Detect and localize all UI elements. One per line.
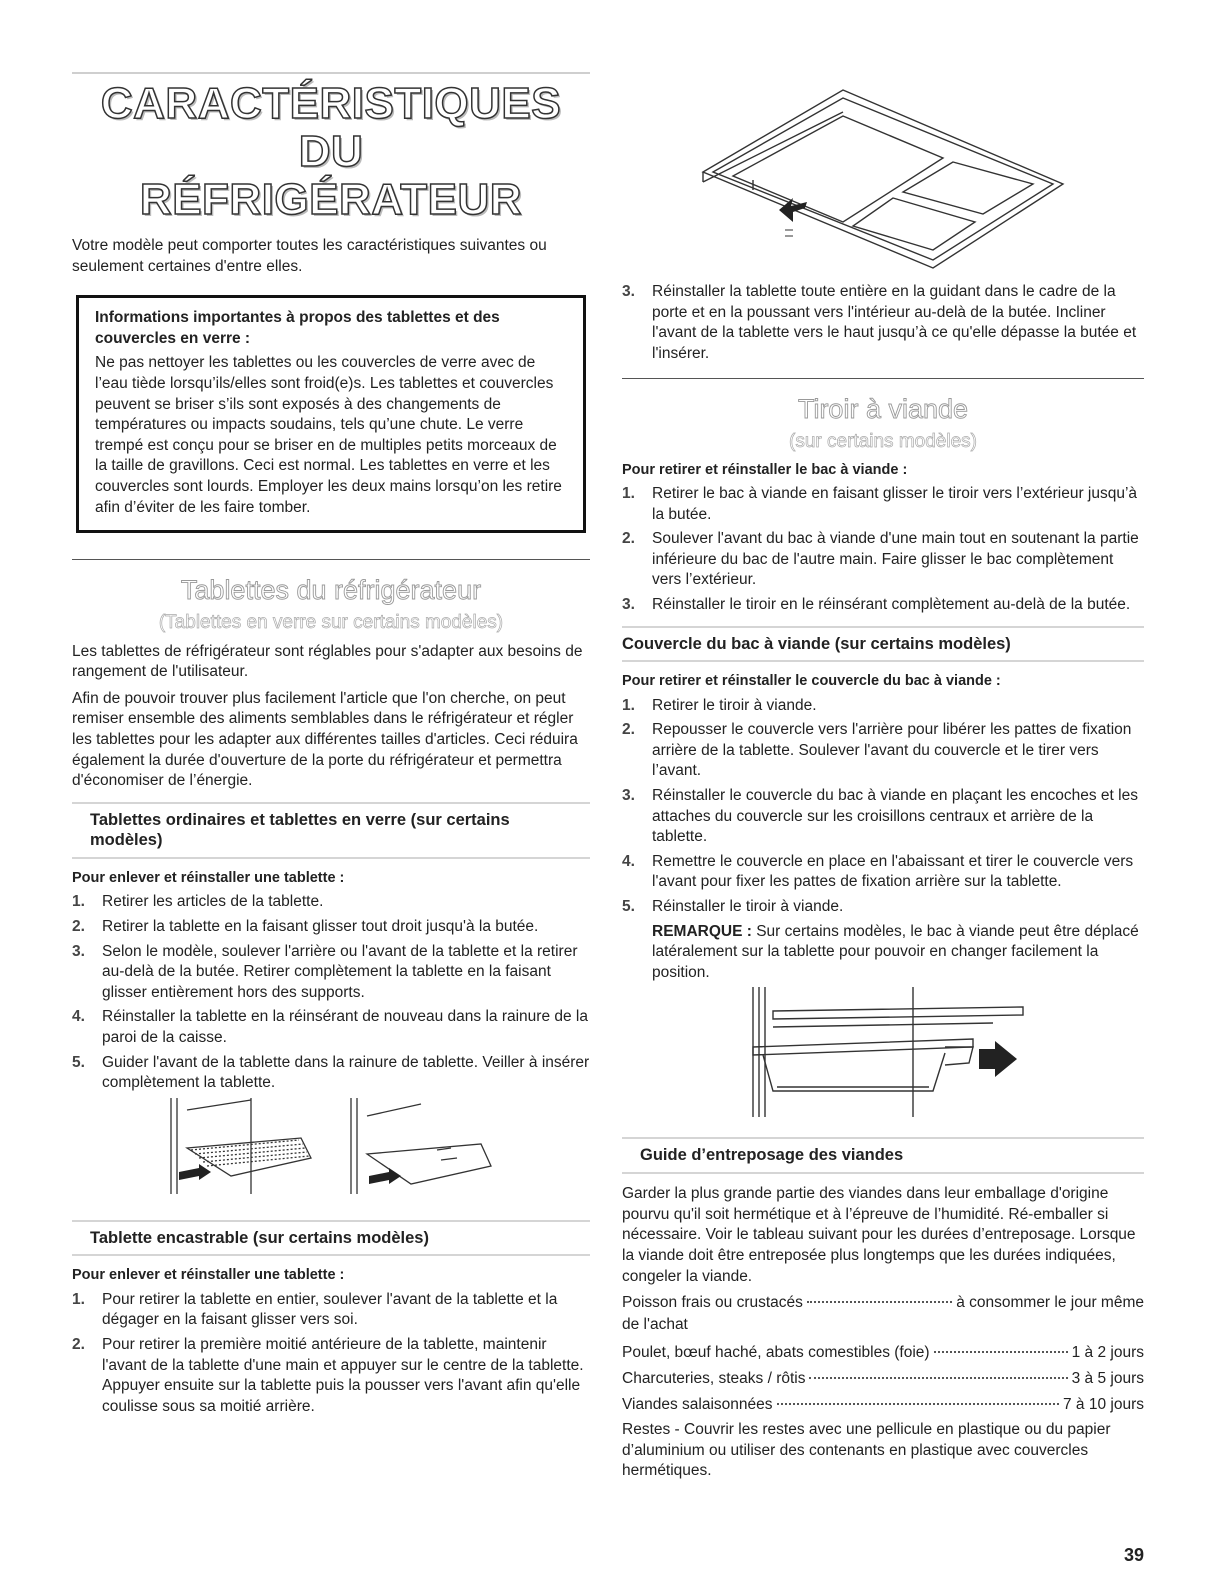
door-shelf-step-3 [622,282,1144,364]
page-title-line-2: RÉFRIGÉRATEUR [139,175,523,224]
page-number: 39 [1123,1545,1144,1565]
meat-drawer-subtitle: (sur certains modèles) [789,431,977,453]
storage-row [622,1395,1144,1416]
list-item: 3. Réinstaller la tablette toute entière en la guidant dans le cadre de la porte et en la poussant vers l'intérieur au-delà de la butée. Incliner l'avant de la tablette vers le haut jusqu’à ce qu'elle dépasse la butée et l'insérer. [622,283,1137,362]
shelves-subtitle: (Tablettes en verre sur certains modèles) [158,612,504,634]
dot-leader [809,1377,1067,1379]
fold-shelf-heading-box [72,1220,590,1257]
list-item: 5. Guider l'avant de la tablette dans la rainure de tablette. Veiller à insérer complètement la tablette. [72,1053,590,1092]
standard-shelves-heading-box [72,802,590,859]
shelves-paragraph-1: Les tablettes de réfrigérateur sont réglables pour s'adapter aux besoins de rangement de l'utilisateur. [72,642,583,681]
storage-row-continued: de l'achat [622,1315,688,1333]
shelves-paragraph-2: Afin de pouvoir trouver plus facilement l'article que l'on cherche, on peut remiser ensemble des aliments semblables dans le réfrigérateur et régler les tablettes pour les adapter aux différentes tailles d'articles. Ceci réduira également la durée d'ouverture de la porte du réfrigérateur et permettra d'économiser de l’énergie. [72,689,578,790]
warning-box-text: Ne pas nettoyer les tablettes ou les couvercles de verre avec de l’eau tiède lorsqu’ils/elles sont froid(e)s. Les tablettes et couvercles peuvent se briser s’ils sont exposés à des changements de températures ou impacts soudains, tels qu’une chute. Le verre trempé est conçu pour se briser en de multiples petits morceaux de la taille de gravillons. Ceci est normal. Les tablettes en verre et les couvercles sont lourds. Employer les deux mains lorsqu’on les retire afin d’éviter de les faire tomber. [95,354,562,516]
list-item: 1. Pour retirer la tablette en entier, soulever l'avant de la tablette et la dégager en la faisant glisser vers soi. [72,1290,558,1329]
list-item: 1. Retirer le bac à viande en faisant glisser le tiroir vers l’extérieur jusqu’à la butée. [622,484,1138,523]
top-rule [72,72,590,74]
meat-guide-heading: Guide d’entreposage des viandes [640,1146,904,1165]
meat-cover-heading-box [622,626,1144,663]
meat-guide-heading-box [622,1137,1144,1174]
meat-guide-paragraph: Garder la plus grande partie des viandes dans leur emballage d'origine pourvu qu'il soit hermétique et à l’épreuve de l’humidité. Ré-emballer si nécessaire. Voir le tableau suivant pour les durées d’entreposage. Lorsque la viande doit être entreposée plus longtemps que les durées indiquées, congeler la viande. [622,1185,1136,1285]
storage-row [622,1369,1144,1390]
storage-row-value: à consommer le jour même [956,1294,1144,1312]
storage-row-label: Viandes salaisonnées [622,1395,773,1413]
list-item: 1. Retirer le tiroir à viande. [622,696,817,714]
list-item: 4. Réinstaller la tablette en la réinsérant de nouveau dans la rainure de la paroi de la caisse. [72,1008,588,1047]
meat-cover-steps [622,696,1144,984]
shelves-title: Tablettes du réfrigérateur [180,575,482,606]
dot-leader [934,1351,1068,1353]
standard-shelves-heading: Tablettes ordinaires et tablettes en verre (sur certains modèles) [90,810,510,850]
remark [652,922,1144,984]
section-divider [72,559,590,560]
storage-row-value: 3 à 5 jours [1071,1369,1144,1387]
storage-row-label: Poulet, bœuf haché, abats comestibles (foie) [622,1344,930,1362]
storage-row [622,1293,1144,1314]
remark-label: REMARQUE : [652,922,752,940]
meat-drawer-lead: Pour retirer et réinstaller le bac à viande : [622,461,908,478]
leftovers-paragraph: Restes - Couvrir les restes avec une pellicule en plastique ou du papier d’aluminium ou utiliser des contenants en plastique avec couvercles hermétiques. [622,1421,1111,1480]
list-item: 3. Réinstaller le tiroir en le réinsérant complètement au-delà de la butée. [622,596,1131,614]
list-item: 2. Soulever l'avant du bac à viande d'une main tout en soutenant la partie inférieure du bac de l'autre main. Faire glisser le bac complètement vers l’extérieur. [622,530,1139,589]
left-column [72,72,590,1421]
meat-drawer-title: Tiroir à viande [797,394,969,425]
storage-row [622,1343,1144,1364]
standard-shelves-lead: Pour enlever et réinstaller une tablette : [72,870,345,887]
storage-row-value: 7 à 10 jours [1063,1395,1144,1413]
door-shelf-illustration [693,72,1073,272]
list-item: 2. Pour retirer la première moitié antérieure de la tablette, maintenir l'avant de la tablette d'une main et appuyer sur le centre de la tablette. Appuyer ensuite sur la tablette puis la pousser vers l'avant afin qu'elle coulisse sous sa moitié arrière. [72,1335,584,1415]
dot-leader [777,1403,1059,1405]
meat-cover-lead: Pour retirer et réinstaller le couvercle du bac à viande : [622,673,1001,690]
warning-box-title: Informations importantes à propos des tablettes et des couvercles en verre : [95,309,500,347]
shelf-illustration [151,1098,511,1194]
storage-row-label: Charcuteries, steaks / rôtis [622,1369,806,1387]
list-item: 1. Retirer les articles de la tablette. [72,893,324,911]
intro-text: Votre modèle peut comporter toutes les caractéristiques suivantes ou seulement certaines d'entre elles. [72,237,547,275]
list-item: 2. Retirer la tablette en la faisant glisser tout droit jusqu'à la butée. [72,917,539,935]
fold-shelf-heading: Tablette encastrable (sur certains modèles) [90,1228,429,1247]
storage-row-label: Poisson frais ou crustacés [622,1294,803,1312]
list-item: 5. Réinstaller le tiroir à viande. REMARQUE : Sur certains modèles, le bac à viande peut être déplacé latéralement sur la tablette pour pouvoir en changer facilement la position. [622,897,1144,983]
fold-shelf-lead: Pour enlever et réinstaller une tablette : [72,1267,345,1284]
right-column [622,72,1144,1488]
list-item: 3. Réinstaller le couvercle du bac à viande en plaçant les encoches et les attaches du couvercle sur les croisillons centraux et arrière de la tablette. [622,786,1138,846]
fold-shelf-steps [72,1290,590,1418]
section-divider [622,378,1144,379]
list-item: 2. Repousser le couvercle vers l'arrière pour libérer les pattes de fixation arrière de la tablette. Soulever l'avant du couvercle et le tirer vers l’avant. [622,721,1132,780]
meat-cover-heading: Couvercle du bac à viande (sur certains modèles) [622,634,1011,653]
list-item: 3. Selon le modèle, soulever l'arrière ou l'avant de la tablette et la retirer au-delà de la butée. Retirer complètement la tablette en la faisant glisser entièrement hors des supports. [72,942,578,1001]
warning-box [76,295,586,533]
dot-leader [807,1301,952,1303]
standard-shelves-steps [72,892,590,1093]
meat-drawer-illustration [733,987,1033,1117]
list-item: 4. Remettre le couvercle en place en l'abaissant et tirer le couvercle vers l'avant pour fixer les pattes de fixation arrière sur la tablette. [622,852,1134,891]
storage-row-value: 1 à 2 jours [1071,1344,1144,1362]
remark-text: Sur certains modèles, le bac à viande peut être déplacé latéralement sur la tablette pour pouvoir en changer facilement la position. [652,922,1139,981]
page-title-line-1: CARACTÉRISTIQUES DU [100,79,562,176]
page-title [72,80,590,224]
meat-drawer-steps [622,484,1144,616]
